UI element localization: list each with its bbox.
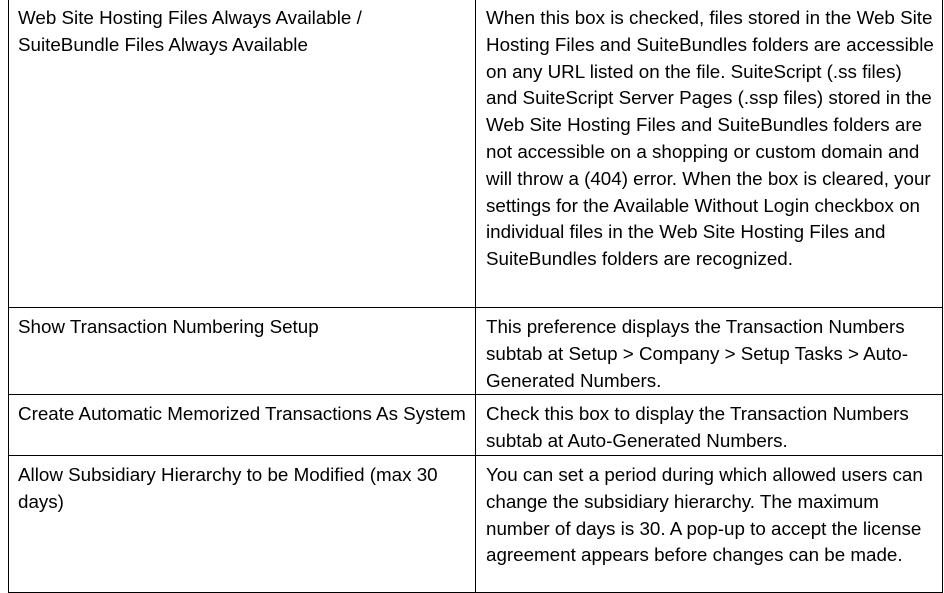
table-row	[9, 0, 943, 308]
table-row	[9, 455, 943, 592]
table-row	[9, 308, 943, 395]
setting-name-cell: Web Site Hosting Files Always Available / SuiteBundle Files Always Available	[9, 0, 476, 308]
setting-name-cell: Allow Subsidiary Hierarchy to be Modified (max 30 days)	[9, 455, 476, 592]
preferences-table	[8, 0, 943, 593]
setting-description-cell: You can set a period during which allowed users can change the subsidiary hierarchy. The maximum number of days is 30. A pop-up to accept the license agreement appears before changes can be made.	[476, 455, 943, 592]
setting-description-cell: Check this box to display the Transaction Numbers subtab at Auto-Generated Numbers.	[476, 395, 943, 456]
table-row	[9, 395, 943, 456]
setting-name-cell: Show Transaction Numbering Setup	[9, 308, 476, 395]
setting-name-cell: Create Automatic Memorized Transactions As System	[9, 395, 476, 456]
setting-description-cell: This preference displays the Transaction Numbers subtab at Setup > Company > Setup Tasks > Auto-Generated Numbers.	[476, 308, 943, 395]
setting-description-cell: When this box is checked, files stored in the Web Site Hosting Files and SuiteBundles folders are accessible on any URL listed on the file. SuiteScript (.ss files) and SuiteScript Server Pages (.ssp files) stored in the Web Site Hosting Files and SuiteBundles folders are not accessible on a shopping or custom domain and will throw a (404) error. When the box is cleared, your settings for the Available Without Login checkbox on individual files in the Web Site Hosting Files and SuiteBundles folders are recognized.	[476, 0, 943, 308]
